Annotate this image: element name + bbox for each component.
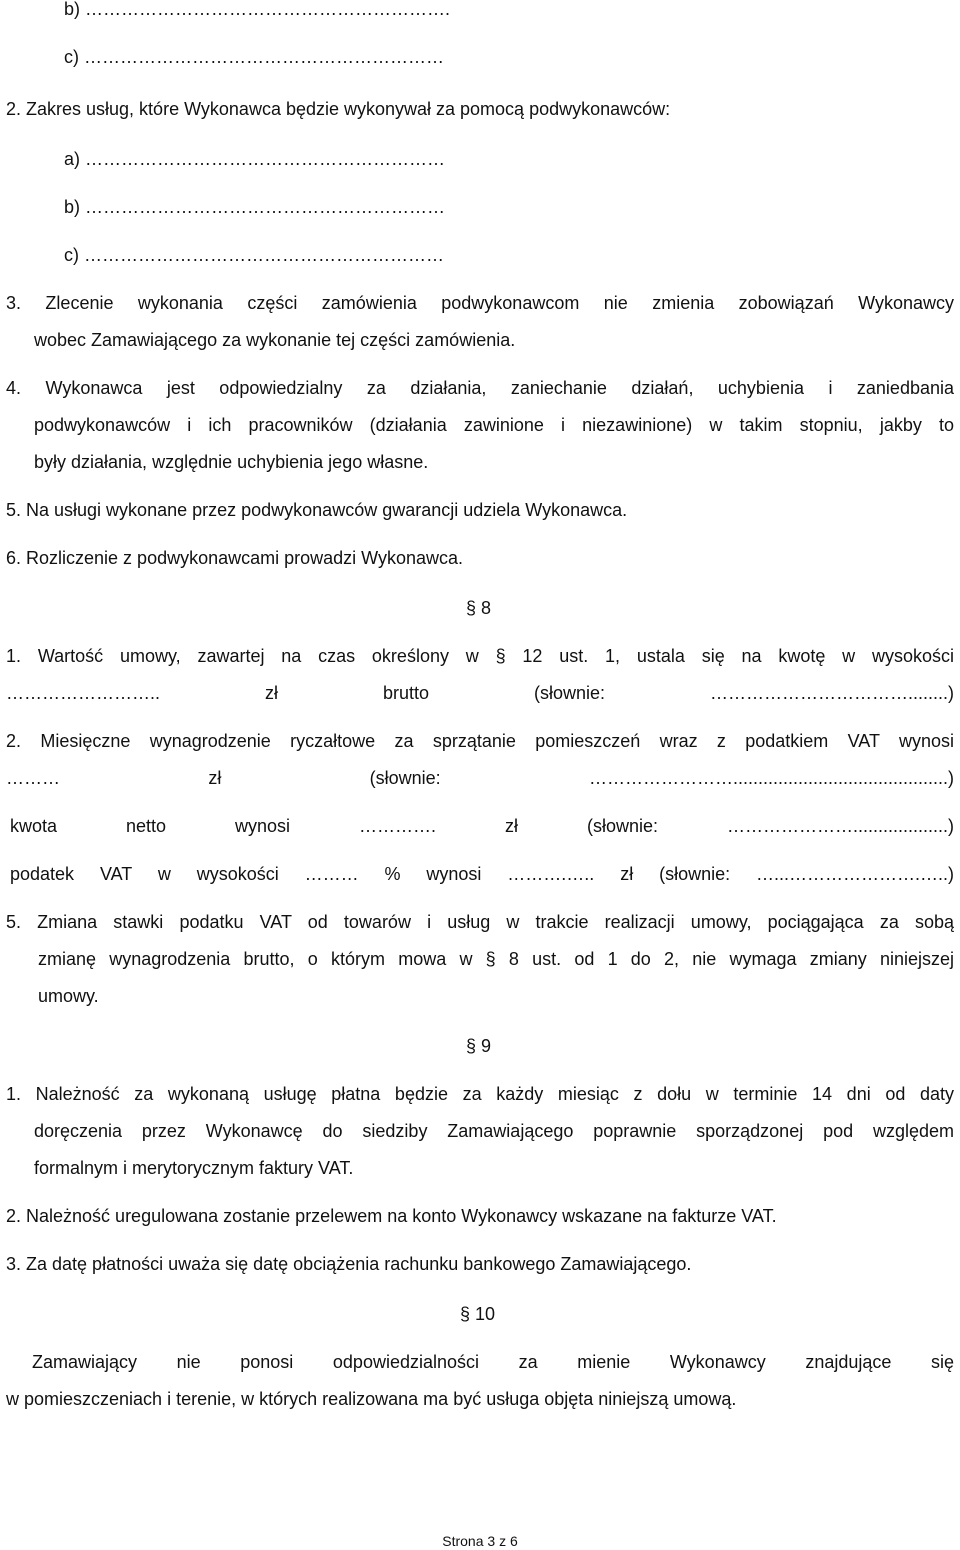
- list-item-c-2: c) ……………………………………………………: [64, 245, 444, 265]
- paragraph-4-line-2: podwykonawców i ich pracowników (działania zawinione i niezawinione) w takim stopniu, jakby to: [34, 415, 954, 435]
- section-9-paragraph-2: 2. Należność uregulowana zostanie przelewem na konto Wykonawcy wskazane na fakturze VAT.: [6, 1206, 777, 1226]
- section-heading-8: § 8: [466, 598, 492, 618]
- section-9-paragraph-1-line-3: formalnym i merytorycznym faktury VAT.: [34, 1158, 354, 1178]
- section-8-paragraph-5-line-2: zmianę wynagrodzenia brutto, o którym mowa w § 8 ust. od 1 do 2, nie wymaga zmiany niniejszej: [38, 949, 954, 969]
- section-10-line-2: w pomieszczeniach i terenie, w których realizowana ma być usługa objęta niniejszą umową.: [6, 1389, 737, 1409]
- paragraph-5: 5. Na usługi wykonane przez podwykonawców gwarancji udziela Wykonawca.: [6, 500, 628, 520]
- paragraph-3-line-2: wobec Zamawiającego za wykonanie tej części zamówienia.: [34, 330, 516, 350]
- paragraph-4-line-1: 4. Wykonawca jest odpowiedzialny za działania, zaniechanie działań, uchybienia i zaniedbania: [6, 378, 954, 398]
- section-8-net-amount: kwota netto wynosi …………. zł (słownie: …………………...................): [10, 816, 954, 836]
- paragraph-2: 2. Zakres usług, które Wykonawca będzie wykonywał za pomocą podwykonawców:: [6, 99, 671, 119]
- section-8-vat-amount: podatek VAT w wysokości ……… % wynosi ……….….. zł (słownie: …...………………….…..): [10, 864, 954, 884]
- section-heading-9: § 9: [466, 1036, 492, 1056]
- paragraph-3-line-1: 3. Zlecenie wykonania części zamówienia podwykonawcom nie zmienia zobowiązań Wykonawcy: [6, 293, 954, 313]
- list-item-a-2: a) ……………………………………………………: [64, 149, 446, 169]
- page-number: Strona 3 z 6: [442, 1533, 518, 1549]
- section-8-paragraph-1-line-2: …………………….. zł brutto (słownie: ……………………………........): [6, 683, 954, 703]
- list-item-b-2: b) ……………………………………………………: [64, 197, 446, 217]
- section-9-paragraph-1-line-1: 1. Należność za wykonaną usługę płatna będzie za każdy miesiąc z dołu w terminie 14 dni od daty: [6, 1084, 954, 1104]
- section-9-paragraph-1-line-2: doręczenia przez Wykonawcę do siedziby Zamawiającego poprawnie sporządzonej pod względem: [34, 1121, 954, 1141]
- section-10-line-1: Zamawiający nie ponosi odpowiedzialności za mienie Wykonawcy znajdujące się: [32, 1352, 954, 1372]
- paragraph-6: 6. Rozliczenie z podwykonawcami prowadzi Wykonawca.: [6, 548, 464, 568]
- section-8-paragraph-5-line-3: umowy.: [38, 986, 99, 1006]
- paragraph-4-line-3: były działania, względnie uchybienia jego własne.: [34, 452, 429, 472]
- section-8-paragraph-1-line-1: 1. Wartość umowy, zawartej na czas określony w § 12 ust. 1, ustala się na kwotę w wysokości: [6, 646, 954, 666]
- section-8-paragraph-2-line-2: ……… zł (słownie: ……………………...........................................): [6, 768, 954, 788]
- section-heading-10: § 10: [460, 1304, 496, 1324]
- list-item-c-1: c) ……………………………………………………: [64, 47, 444, 67]
- section-8-paragraph-2-line-1: 2. Miesięczne wynagrodzenie ryczałtowe za sprzątanie pomieszczeń wraz z podatkiem VAT wynosi: [6, 731, 954, 751]
- list-item-b-1: b) …………………………………………………….: [64, 0, 451, 19]
- section-9-paragraph-3: 3. Za datę płatności uważa się datę obciążenia rachunku bankowego Zamawiającego.: [6, 1254, 692, 1274]
- section-8-paragraph-5-line-1: 5. Zmiana stawki podatku VAT od towarów i usług w trakcie realizacji umowy, pociągająca za sobą: [6, 912, 954, 932]
